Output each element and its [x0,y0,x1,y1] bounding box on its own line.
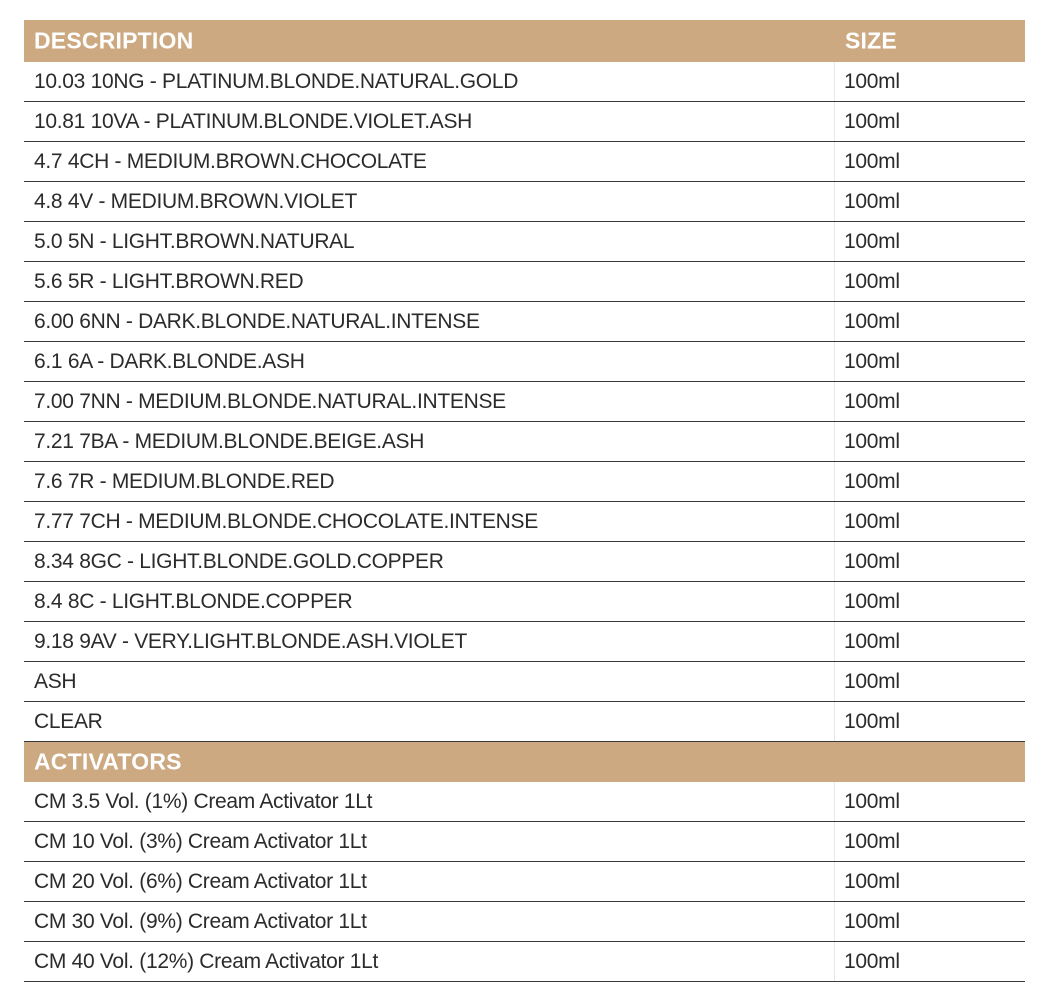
row-description: 7.77 7CH - MEDIUM.BLONDE.CHOCOLATE.INTENSE [34,509,538,533]
column-divider [834,142,835,181]
table-row [24,902,1025,942]
row-size: 100ml [844,509,900,533]
table-row [24,182,1025,222]
row-description: ASH [34,669,77,693]
table-row [24,542,1025,582]
activator-rows [24,782,1025,982]
row-description: 6.00 6NN - DARK.BLONDE.NATURAL.INTENSE [34,309,480,333]
table-row [24,342,1025,382]
table-row [24,782,1025,822]
row-description: 10.03 10NG - PLATINUM.BLONDE.NATURAL.GOLD [34,69,519,93]
table-row [24,262,1025,302]
row-size: 100ml [844,629,900,653]
table-row [24,622,1025,662]
row-description: 9.18 9AV - VERY.LIGHT.BLONDE.ASH.VIOLET [34,629,467,653]
column-divider [834,702,835,741]
column-divider [834,102,835,141]
table-row [24,222,1025,262]
row-description: CM 40 Vol. (12%) Cream Activator 1Lt [34,949,379,973]
row-size: 100ml [844,229,900,253]
column-divider [834,342,835,381]
product-table [24,20,1025,982]
column-divider [834,382,835,421]
row-size: 100ml [844,949,900,973]
row-size: 100ml [844,829,900,853]
table-header [24,20,1025,62]
row-size: 100ml [844,869,900,893]
column-divider [834,182,835,221]
table-row [24,502,1025,542]
row-size: 100ml [844,269,900,293]
table-row [24,662,1025,702]
column-divider [834,422,835,461]
activators-heading: ACTIVATORS [34,748,182,775]
table-row [24,702,1025,742]
column-divider [834,902,835,941]
activators-section-header [24,742,1025,782]
table-row [24,302,1025,342]
table-row [24,102,1025,142]
table-row [24,862,1025,902]
row-description: 8.34 8GC - LIGHT.BLONDE.GOLD.COPPER [34,549,444,573]
table-row [24,142,1025,182]
table-row [24,462,1025,502]
row-size: 100ml [844,589,900,613]
row-description: 6.1 6A - DARK.BLONDE.ASH [34,349,305,373]
column-divider [834,782,835,821]
row-description: CM 10 Vol. (3%) Cream Activator 1Lt [34,829,367,853]
table-row [24,382,1025,422]
row-size: 100ml [844,669,900,693]
row-description: 5.6 5R - LIGHT.BROWN.RED [34,269,304,293]
column-divider [834,62,835,101]
row-size: 100ml [844,109,900,133]
column-divider [834,502,835,541]
column-divider [834,462,835,501]
column-divider [834,942,835,981]
row-size: 100ml [844,909,900,933]
row-size: 100ml [844,709,900,733]
column-divider [834,582,835,621]
table-row [24,422,1025,462]
row-description: CM 3.5 Vol. (1%) Cream Activator 1Lt [34,789,373,813]
row-size: 100ml [844,349,900,373]
row-size: 100ml [844,549,900,573]
column-divider [834,622,835,661]
row-description: 4.8 4V - MEDIUM.BROWN.VIOLET [34,189,357,213]
column-divider [834,222,835,261]
row-size: 100ml [844,789,900,813]
row-description: 7.6 7R - MEDIUM.BLONDE.RED [34,469,335,493]
table-row [24,62,1025,102]
row-size: 100ml [844,149,900,173]
row-description: 4.7 4CH - MEDIUM.BROWN.CHOCOLATE [34,149,427,173]
table-row [24,582,1025,622]
row-size: 100ml [844,469,900,493]
row-description: 5.0 5N - LIGHT.BROWN.NATURAL [34,229,355,253]
row-description: CLEAR [34,709,103,733]
row-size: 100ml [844,389,900,413]
row-description: 8.4 8C - LIGHT.BLONDE.COPPER [34,589,353,613]
table-row [24,822,1025,862]
row-size: 100ml [844,309,900,333]
column-divider [834,862,835,901]
description-column-header: DESCRIPTION [34,27,194,54]
row-description: CM 30 Vol. (9%) Cream Activator 1Lt [34,909,367,933]
row-size: 100ml [844,429,900,453]
row-description: 7.00 7NN - MEDIUM.BLONDE.NATURAL.INTENSE [34,389,506,413]
colour-rows [24,62,1025,742]
table-row [24,942,1025,982]
column-divider [834,302,835,341]
column-divider [834,542,835,581]
column-divider [834,822,835,861]
row-size: 100ml [844,189,900,213]
column-divider [834,662,835,701]
row-description: CM 20 Vol. (6%) Cream Activator 1Lt [34,869,367,893]
size-column-header: SIZE [845,27,897,54]
row-description: 7.21 7BA - MEDIUM.BLONDE.BEIGE.ASH [34,429,425,453]
row-description: 10.81 10VA - PLATINUM.BLONDE.VIOLET.ASH [34,109,473,133]
row-size: 100ml [844,69,900,93]
column-divider [834,262,835,301]
